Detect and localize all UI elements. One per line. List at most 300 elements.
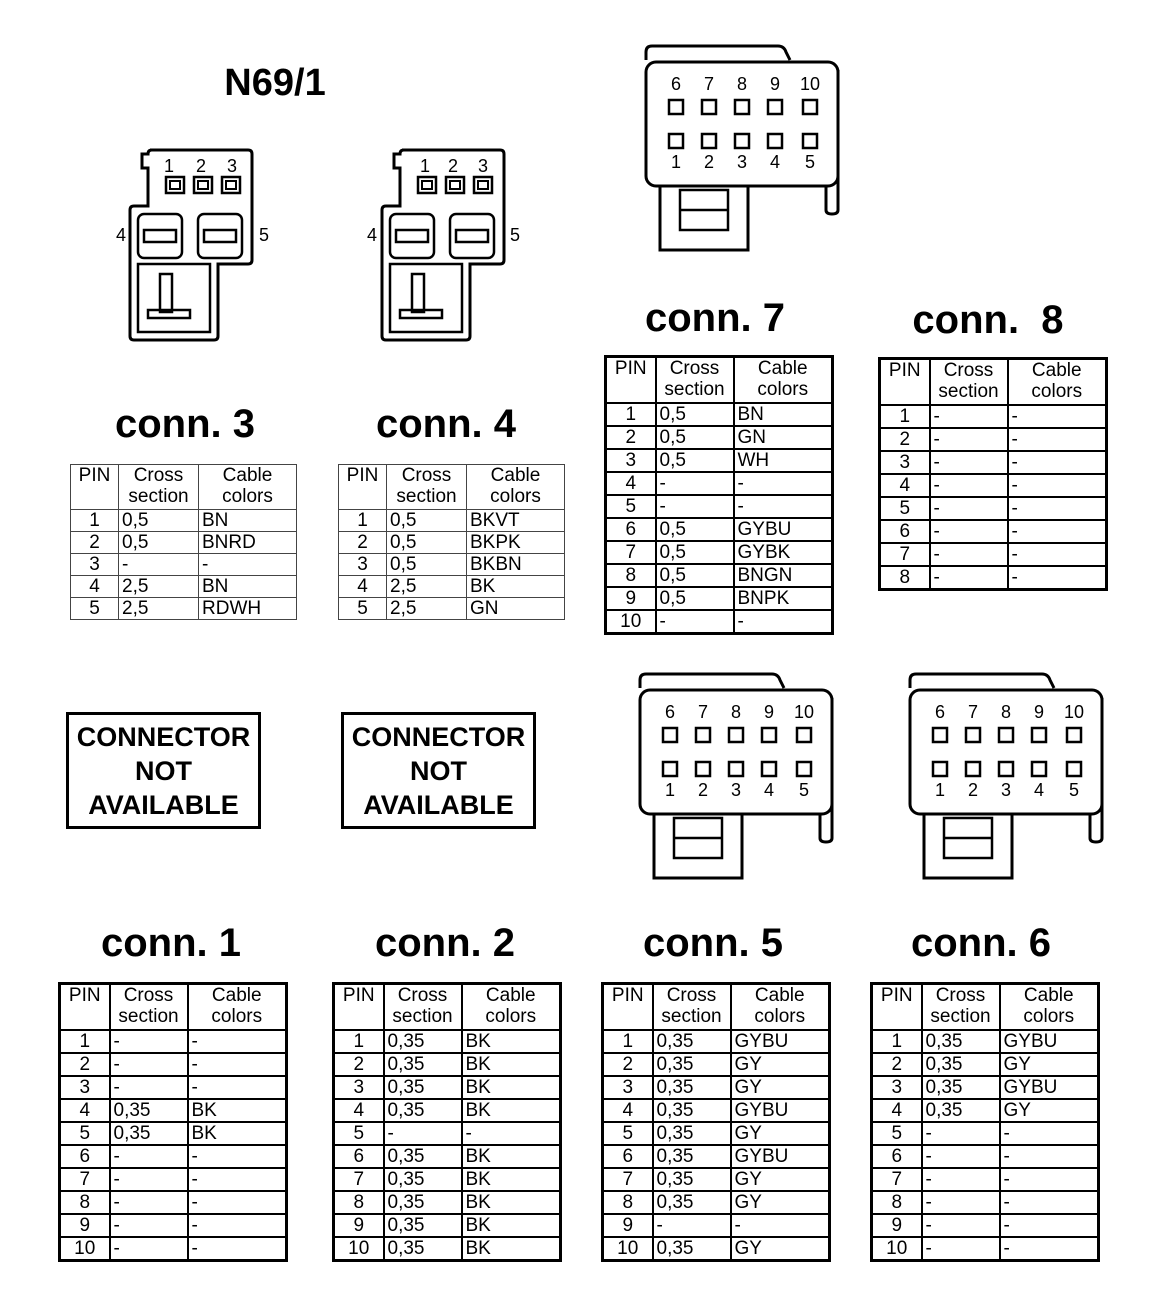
cable-color-cell: BNRD: [199, 532, 297, 554]
n69-pin-label: 3: [477, 156, 489, 176]
header-line: colors: [222, 486, 273, 507]
table-header-row: [334, 984, 561, 1031]
cross-section-cell: 0,35: [110, 1122, 188, 1145]
cable-color-cell: BK: [462, 1076, 561, 1099]
table-header-row: [603, 984, 830, 1031]
cross-section-cell: -: [930, 497, 1008, 520]
table-row: [880, 566, 1107, 590]
ten-pin-label: 5: [798, 780, 810, 800]
table-header-row: [880, 359, 1107, 406]
cross-section-cell: -: [922, 1145, 1000, 1168]
cable-color-cell: GYBU: [731, 1099, 830, 1122]
cable-color-cell: GY: [1000, 1053, 1099, 1076]
table-row: [603, 1053, 830, 1076]
pin-cell: 9: [60, 1214, 110, 1237]
header-pin: PIN: [606, 357, 656, 404]
header-cross-section: [930, 359, 1008, 406]
cross-section-cell: 0,5: [387, 510, 467, 532]
cable-color-cell: -: [188, 1191, 287, 1214]
cross-section-cell: 0,35: [922, 1099, 1000, 1122]
pin-cell: 8: [334, 1191, 384, 1214]
cable-color-cell: -: [734, 610, 833, 634]
header-cable-colors: [199, 465, 297, 510]
table-row: [880, 497, 1107, 520]
cable-color-cell: BK: [188, 1122, 287, 1145]
table-row: [60, 1214, 287, 1237]
table-row: [339, 598, 565, 620]
table-header-row: [71, 465, 297, 510]
header-line: colors: [490, 486, 541, 507]
cross-section-cell: -: [110, 1168, 188, 1191]
cable-color-cell: -: [1008, 474, 1107, 497]
pin-cell: 6: [60, 1145, 110, 1168]
n69-pin-label: 4: [366, 225, 378, 245]
ten-pin-label: 8: [730, 702, 742, 722]
ten-pin-label: 3: [730, 780, 742, 800]
conn1-title: conn. 1: [100, 921, 242, 965]
table-row: [603, 1076, 830, 1099]
pin-cell: 6: [334, 1145, 384, 1168]
table-row: [880, 451, 1107, 474]
ten-pin-label: 2: [697, 780, 709, 800]
header-line: colors: [757, 379, 809, 400]
cable-color-cell: GYBU: [1000, 1076, 1099, 1099]
cross-section-cell: 0,5: [656, 426, 734, 449]
na-line: NOT: [135, 755, 192, 786]
cable-color-cell: BN: [199, 510, 297, 532]
cross-section-cell: -: [922, 1191, 1000, 1214]
pin-cell: 10: [60, 1237, 110, 1261]
pin-cell: 8: [872, 1191, 922, 1214]
cable-color-cell: -: [1008, 520, 1107, 543]
table-row: [334, 1191, 561, 1214]
pin-cell: 2: [334, 1053, 384, 1076]
pin-cell: 4: [334, 1099, 384, 1122]
header-pin: PIN: [334, 984, 384, 1031]
cable-color-cell: -: [188, 1053, 287, 1076]
pin-cell: 5: [880, 497, 930, 520]
cable-color-cell: BK: [462, 1099, 561, 1122]
pin-cell: 2: [872, 1053, 922, 1076]
table-row: [606, 403, 833, 426]
header-line: Cross: [133, 465, 184, 486]
table-row: [60, 1099, 287, 1122]
conn1-table: [58, 982, 288, 1262]
ten-pin-label: 5: [804, 152, 816, 172]
header-line: Cross: [666, 985, 717, 1006]
table-row: [603, 1099, 830, 1122]
header-line: Cross: [401, 465, 452, 486]
ten-pin-label: 9: [763, 702, 775, 722]
table-row: [339, 510, 565, 532]
pin-cell: 8: [60, 1191, 110, 1214]
connector-not-available-box: [66, 712, 261, 829]
pin-cell: 4: [339, 576, 387, 598]
table-row: [606, 449, 833, 472]
cable-color-cell: -: [188, 1168, 287, 1191]
cable-color-cell: GY: [731, 1237, 830, 1261]
header-cross-section: [110, 984, 188, 1031]
cross-section-cell: 0,5: [387, 554, 467, 576]
cross-section-cell: -: [930, 520, 1008, 543]
table-row: [872, 1099, 1099, 1122]
cross-section-cell: -: [930, 474, 1008, 497]
cross-section-cell: -: [930, 405, 1008, 428]
table-row: [334, 1237, 561, 1261]
cross-section-cell: -: [110, 1145, 188, 1168]
table-row: [872, 1237, 1099, 1261]
conn5-title: conn. 5: [642, 921, 784, 965]
pin-cell: 5: [334, 1122, 384, 1145]
cross-section-cell: 0,5: [387, 532, 467, 554]
table-row: [60, 1191, 287, 1214]
cross-section-cell: -: [653, 1214, 731, 1237]
header-line: section: [930, 1006, 991, 1027]
pin-cell: 10: [334, 1237, 384, 1261]
cross-section-cell: 0,35: [653, 1191, 731, 1214]
cable-color-cell: -: [1000, 1145, 1099, 1168]
conn6-title: conn. 6: [910, 921, 1052, 965]
cross-section-cell: 0,5: [656, 587, 734, 610]
cable-color-cell: BK: [462, 1145, 561, 1168]
n69-pin-label: 1: [419, 156, 431, 176]
cable-color-cell: -: [188, 1237, 287, 1261]
table-row: [60, 1145, 287, 1168]
ten-pin-connector-drawing-mid-right: [904, 668, 1114, 883]
pin-cell: 9: [606, 587, 656, 610]
cable-color-cell: -: [1008, 451, 1107, 474]
cross-section-cell: -: [110, 1030, 188, 1053]
cable-color-cell: BNGN: [734, 564, 833, 587]
conn5-table: [601, 982, 831, 1262]
pin-cell: 1: [872, 1030, 922, 1053]
header-pin: PIN: [60, 984, 110, 1031]
cable-color-cell: BK: [462, 1053, 561, 1076]
cable-color-cell: -: [199, 554, 297, 576]
cable-color-cell: BK: [462, 1214, 561, 1237]
table-row: [334, 1030, 561, 1053]
table-row: [606, 564, 833, 587]
table-row: [606, 587, 833, 610]
table-row: [872, 1191, 1099, 1214]
table-row: [334, 1099, 561, 1122]
cross-section-cell: 0,35: [384, 1168, 462, 1191]
pin-cell: 1: [880, 405, 930, 428]
table-row: [603, 1168, 830, 1191]
ten-pin-label: 7: [967, 702, 979, 722]
conn2-table: [332, 982, 562, 1262]
ten-pin-label: 8: [1000, 702, 1012, 722]
cross-section-cell: 0,35: [653, 1145, 731, 1168]
table-row: [606, 518, 833, 541]
ten-pin-connector-drawing-mid-left: [634, 668, 844, 883]
cable-color-cell: GYBU: [731, 1030, 830, 1053]
n69-pin-label: 2: [447, 156, 459, 176]
header-cross-section: [119, 465, 199, 510]
pin-cell: 1: [60, 1030, 110, 1053]
table-row: [334, 1214, 561, 1237]
table-row: [339, 554, 565, 576]
cross-section-cell: 0,35: [384, 1191, 462, 1214]
cross-section-cell: 0,35: [653, 1237, 731, 1261]
header-cable-colors: [734, 357, 833, 404]
cross-section-cell: -: [119, 554, 199, 576]
table-row: [872, 1145, 1099, 1168]
header-line: section: [128, 486, 189, 507]
ten-pin-label: 2: [703, 152, 715, 172]
cable-color-cell: BKBN: [467, 554, 565, 576]
cross-section-cell: -: [110, 1191, 188, 1214]
cross-section-cell: 0,35: [384, 1145, 462, 1168]
cable-color-cell: WH: [734, 449, 833, 472]
cross-section-cell: 2,5: [119, 576, 199, 598]
cable-color-cell: BK: [462, 1237, 561, 1261]
header-line: Cross: [669, 358, 720, 379]
n69-pin-label: 5: [258, 225, 270, 245]
ten-pin-label: 1: [664, 780, 676, 800]
ten-pin-label: 6: [934, 702, 946, 722]
na-line: AVAILABLE: [88, 789, 239, 820]
pin-cell: 7: [606, 541, 656, 564]
cable-color-cell: -: [188, 1076, 287, 1099]
table-row: [71, 598, 297, 620]
header-line: section: [938, 381, 999, 402]
cable-color-cell: BK: [462, 1030, 561, 1053]
table-row: [603, 1237, 830, 1261]
table-row: [60, 1237, 287, 1261]
table-row: [880, 428, 1107, 451]
pin-cell: 1: [606, 403, 656, 426]
cable-color-cell: -: [1008, 405, 1107, 428]
cable-color-cell: GN: [467, 598, 565, 620]
pin-cell: 5: [339, 598, 387, 620]
pin-cell: 5: [606, 495, 656, 518]
pin-cell: 10: [603, 1237, 653, 1261]
pin-cell: 7: [334, 1168, 384, 1191]
pin-cell: 3: [603, 1076, 653, 1099]
cross-section-cell: 0,5: [656, 564, 734, 587]
cross-section-cell: 0,35: [384, 1030, 462, 1053]
header-line: Cable: [1031, 360, 1082, 381]
table-row: [606, 610, 833, 634]
table-row: [60, 1168, 287, 1191]
table-row: [60, 1030, 287, 1053]
ten-pin-connector-drawing-top: [640, 40, 850, 255]
pin-cell: 6: [880, 520, 930, 543]
cable-color-cell: GY: [1000, 1099, 1099, 1122]
cross-section-cell: -: [922, 1168, 1000, 1191]
pin-cell: 5: [603, 1122, 653, 1145]
cable-color-cell: BK: [467, 576, 565, 598]
cable-color-cell: -: [188, 1030, 287, 1053]
cross-section-cell: 0,5: [656, 403, 734, 426]
pin-cell: 9: [603, 1214, 653, 1237]
conn4-title: conn. 4: [375, 402, 517, 446]
header-cable-colors: [731, 984, 830, 1031]
na-line: CONNECTOR: [351, 721, 526, 752]
cable-color-cell: -: [462, 1122, 561, 1145]
header-cross-section: [387, 465, 467, 510]
pin-cell: 10: [606, 610, 656, 634]
cable-color-cell: BK: [462, 1191, 561, 1214]
cross-section-cell: -: [110, 1214, 188, 1237]
cable-color-cell: GY: [731, 1122, 830, 1145]
header-line: section: [664, 379, 725, 400]
cable-color-cell: -: [1000, 1214, 1099, 1237]
conn7-table: [604, 355, 834, 635]
table-header-row: [872, 984, 1099, 1031]
pin-cell: 1: [71, 510, 119, 532]
cable-color-cell: -: [731, 1214, 830, 1237]
table-row: [606, 495, 833, 518]
cross-section-cell: -: [656, 495, 734, 518]
pin-cell: 7: [603, 1168, 653, 1191]
header-line: Cable: [485, 985, 536, 1006]
cross-section-cell: 2,5: [119, 598, 199, 620]
cable-color-cell: GY: [731, 1076, 830, 1099]
header-line: colors: [754, 1006, 806, 1027]
table-row: [603, 1030, 830, 1053]
pin-cell: 4: [603, 1099, 653, 1122]
ten-pin-label: 9: [769, 74, 781, 94]
n69-pin-label: 3: [226, 156, 238, 176]
cross-section-cell: 0,35: [384, 1214, 462, 1237]
header-cross-section: [653, 984, 731, 1031]
header-line: section: [118, 1006, 179, 1027]
ten-pin-label: 10: [793, 702, 815, 722]
pin-cell: 2: [71, 532, 119, 554]
conn7-title: conn. 7: [644, 296, 786, 340]
ten-pin-label: 8: [736, 74, 748, 94]
header-cross-section: [922, 984, 1000, 1031]
header-pin: PIN: [339, 465, 387, 510]
cross-section-cell: 0,35: [384, 1076, 462, 1099]
cross-section-cell: -: [922, 1122, 1000, 1145]
ten-pin-label: 3: [736, 152, 748, 172]
table-row: [71, 554, 297, 576]
n69-pin-label: 2: [195, 156, 207, 176]
cable-color-cell: BN: [199, 576, 297, 598]
cross-section-cell: -: [110, 1237, 188, 1261]
ten-pin-label: 1: [934, 780, 946, 800]
pin-cell: 1: [339, 510, 387, 532]
ten-pin-label: 5: [1068, 780, 1080, 800]
cross-section-cell: -: [110, 1053, 188, 1076]
pin-cell: 4: [872, 1099, 922, 1122]
cross-section-cell: 0,35: [922, 1030, 1000, 1053]
pin-cell: 5: [872, 1122, 922, 1145]
pin-cell: 2: [339, 532, 387, 554]
cable-color-cell: -: [188, 1145, 287, 1168]
header-line: colors: [1023, 1006, 1075, 1027]
table-row: [606, 541, 833, 564]
table-row: [872, 1053, 1099, 1076]
ten-pin-label: 3: [1000, 780, 1012, 800]
cross-section-cell: 0,5: [656, 518, 734, 541]
cable-color-cell: BKVT: [467, 510, 565, 532]
table-row: [872, 1214, 1099, 1237]
cross-section-cell: 2,5: [387, 576, 467, 598]
table-row: [880, 405, 1107, 428]
table-row: [334, 1076, 561, 1099]
header-cross-section: [656, 357, 734, 404]
table-row: [872, 1122, 1099, 1145]
n69-pin-label: 4: [115, 225, 127, 245]
header-cable-colors: [188, 984, 287, 1031]
conn4-table: [338, 464, 565, 620]
pin-cell: 6: [603, 1145, 653, 1168]
header-line: Cross: [943, 360, 994, 381]
cross-section-cell: 0,35: [653, 1122, 731, 1145]
cable-color-cell: -: [1008, 566, 1107, 590]
table-row: [339, 576, 565, 598]
table-row: [339, 532, 565, 554]
header-line: Cross: [397, 985, 448, 1006]
header-cross-section: [384, 984, 462, 1031]
cable-color-cell: BN: [734, 403, 833, 426]
cross-section-cell: -: [656, 472, 734, 495]
table-row: [606, 472, 833, 495]
cable-color-cell: GY: [731, 1191, 830, 1214]
cross-section-cell: 0,35: [384, 1099, 462, 1122]
table-row: [603, 1191, 830, 1214]
table-row: [872, 1168, 1099, 1191]
ten-pin-label: 4: [1033, 780, 1045, 800]
header-line: Cross: [123, 985, 174, 1006]
conn3-table: [70, 464, 297, 620]
cable-color-cell: GYBU: [1000, 1030, 1099, 1053]
table-row: [872, 1076, 1099, 1099]
conn3-title: conn. 3: [114, 402, 256, 446]
pin-cell: 2: [880, 428, 930, 451]
table-row: [60, 1076, 287, 1099]
ten-pin-label: 1: [670, 152, 682, 172]
cross-section-cell: -: [110, 1076, 188, 1099]
pin-cell: 1: [334, 1030, 384, 1053]
cable-color-cell: BK: [462, 1168, 561, 1191]
header-line: colors: [1031, 381, 1083, 402]
cross-section-cell: 0,5: [656, 541, 734, 564]
pin-cell: 8: [880, 566, 930, 590]
cable-color-cell: -: [734, 495, 833, 518]
ten-pin-label: 4: [763, 780, 775, 800]
pin-cell: 4: [606, 472, 656, 495]
cross-section-cell: -: [930, 451, 1008, 474]
table-row: [334, 1122, 561, 1145]
ten-pin-label: 9: [1033, 702, 1045, 722]
header-line: Cable: [757, 358, 808, 379]
pin-cell: 4: [71, 576, 119, 598]
header-line: section: [396, 486, 457, 507]
pin-cell: 2: [60, 1053, 110, 1076]
cable-color-cell: GY: [731, 1053, 830, 1076]
pin-cell: 3: [60, 1076, 110, 1099]
ten-pin-label: 7: [697, 702, 709, 722]
table-header-row: [606, 357, 833, 404]
pin-cell: 3: [339, 554, 387, 576]
cable-color-cell: GYBK: [734, 541, 833, 564]
cross-section-cell: 0,35: [653, 1030, 731, 1053]
pin-cell: 7: [880, 543, 930, 566]
table-row: [334, 1168, 561, 1191]
connector-not-available-box: [341, 712, 536, 829]
pin-cell: 9: [334, 1214, 384, 1237]
header-cable-colors: [462, 984, 561, 1031]
header-pin: PIN: [872, 984, 922, 1031]
table-header-row: [60, 984, 287, 1031]
cable-color-cell: -: [1008, 497, 1107, 520]
table-row: [71, 532, 297, 554]
